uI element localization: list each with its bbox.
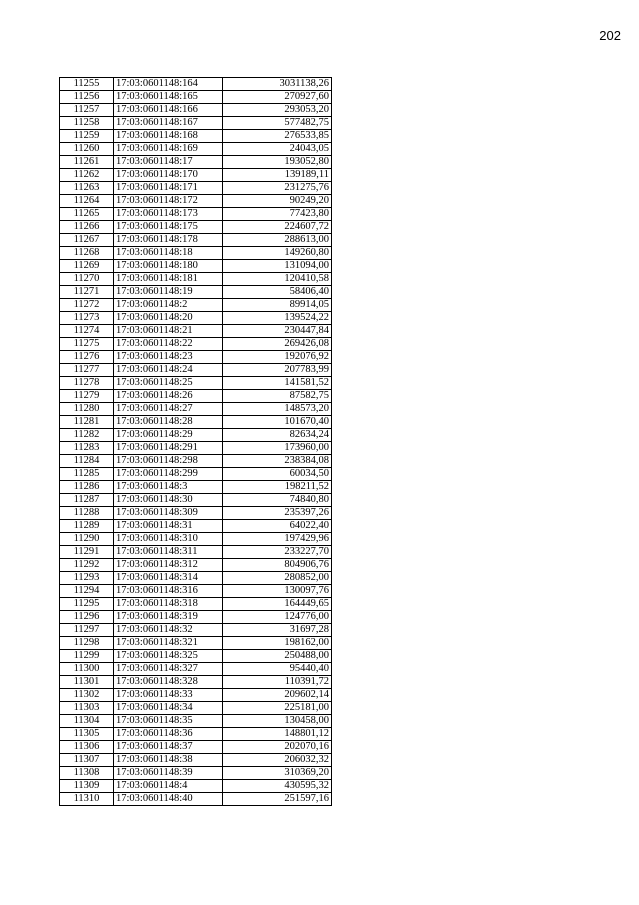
- row-number-cell: 11282: [60, 429, 114, 442]
- table-row: [60, 260, 332, 273]
- row-number-cell: 11272: [60, 299, 114, 312]
- row-number-cell: 11291: [60, 546, 114, 559]
- table-row: [60, 325, 332, 338]
- table-row: [60, 195, 332, 208]
- row-number-cell: 11300: [60, 663, 114, 676]
- table-row: [60, 351, 332, 364]
- table-row: [60, 312, 332, 325]
- table-row: [60, 221, 332, 234]
- row-number-cell: 11278: [60, 377, 114, 390]
- value-cell: 202070,16: [223, 741, 332, 754]
- cadastral-number-cell: 17:03:0601148:170: [114, 169, 223, 182]
- row-number-cell: 11280: [60, 403, 114, 416]
- table-row: [60, 572, 332, 585]
- row-number-cell: 11286: [60, 481, 114, 494]
- table-row: [60, 676, 332, 689]
- table-row: [60, 299, 332, 312]
- row-number-cell: 11287: [60, 494, 114, 507]
- value-cell: 288613,00: [223, 234, 332, 247]
- row-number-cell: 11264: [60, 195, 114, 208]
- table-row: [60, 143, 332, 156]
- value-cell: 804906,76: [223, 559, 332, 572]
- value-cell: 130458,00: [223, 715, 332, 728]
- table-row: [60, 78, 332, 91]
- table-row: [60, 468, 332, 481]
- table-row: [60, 416, 332, 429]
- table-row: [60, 494, 332, 507]
- value-cell: 74840,80: [223, 494, 332, 507]
- table-row: [60, 715, 332, 728]
- value-cell: 251597,16: [223, 793, 332, 806]
- value-cell: 276533,85: [223, 130, 332, 143]
- row-number-cell: 11292: [60, 559, 114, 572]
- cadastral-number-cell: 17:03:0601148:25: [114, 377, 223, 390]
- table-row: [60, 702, 332, 715]
- value-cell: 310369,20: [223, 767, 332, 780]
- cadastral-number-cell: 17:03:0601148:172: [114, 195, 223, 208]
- table-row: [60, 91, 332, 104]
- cadastral-number-cell: 17:03:0601148:30: [114, 494, 223, 507]
- row-number-cell: 11301: [60, 676, 114, 689]
- table-row: [60, 247, 332, 260]
- value-cell: 198162,00: [223, 637, 332, 650]
- value-cell: 269426,08: [223, 338, 332, 351]
- cadastral-number-cell: 17:03:0601148:316: [114, 585, 223, 598]
- cadastral-number-cell: 17:03:0601148:311: [114, 546, 223, 559]
- row-number-cell: 11284: [60, 455, 114, 468]
- row-number-cell: 11308: [60, 767, 114, 780]
- value-cell: 64022,40: [223, 520, 332, 533]
- value-cell: 235397,26: [223, 507, 332, 520]
- table-row: [60, 364, 332, 377]
- table-row: [60, 234, 332, 247]
- cadastral-number-cell: 17:03:0601148:310: [114, 533, 223, 546]
- row-number-cell: 11274: [60, 325, 114, 338]
- cadastral-value-table: [59, 77, 332, 806]
- row-number-cell: 11285: [60, 468, 114, 481]
- cadastral-number-cell: 17:03:0601148:319: [114, 611, 223, 624]
- table-row: [60, 429, 332, 442]
- row-number-cell: 11288: [60, 507, 114, 520]
- row-number-cell: 11260: [60, 143, 114, 156]
- table-row: [60, 390, 332, 403]
- cadastral-number-cell: 17:03:0601148:35: [114, 715, 223, 728]
- cadastral-number-cell: 17:03:0601148:31: [114, 520, 223, 533]
- cadastral-number-cell: 17:03:0601148:173: [114, 208, 223, 221]
- cadastral-number-cell: 17:03:0601148:21: [114, 325, 223, 338]
- row-number-cell: 11271: [60, 286, 114, 299]
- cadastral-number-cell: 17:03:0601148:23: [114, 351, 223, 364]
- cadastral-number-cell: 17:03:0601148:37: [114, 741, 223, 754]
- cadastral-number-cell: 17:03:0601148:309: [114, 507, 223, 520]
- cadastral-number-cell: 17:03:0601148:171: [114, 182, 223, 195]
- cadastral-number-cell: 17:03:0601148:165: [114, 91, 223, 104]
- table-row: [60, 611, 332, 624]
- row-number-cell: 11310: [60, 793, 114, 806]
- cadastral-number-cell: 17:03:0601148:27: [114, 403, 223, 416]
- value-cell: 230447,84: [223, 325, 332, 338]
- cadastral-number-cell: 17:03:0601148:4: [114, 780, 223, 793]
- row-number-cell: 11266: [60, 221, 114, 234]
- value-cell: 238384,08: [223, 455, 332, 468]
- row-number-cell: 11279: [60, 390, 114, 403]
- value-cell: 193052,80: [223, 156, 332, 169]
- row-number-cell: 11261: [60, 156, 114, 169]
- value-cell: 197429,96: [223, 533, 332, 546]
- cadastral-number-cell: 17:03:0601148:29: [114, 429, 223, 442]
- table-row: [60, 689, 332, 702]
- cadastral-number-cell: 17:03:0601148:28: [114, 416, 223, 429]
- cadastral-number-cell: 17:03:0601148:40: [114, 793, 223, 806]
- cadastral-number-cell: 17:03:0601148:167: [114, 117, 223, 130]
- table-row: [60, 546, 332, 559]
- cadastral-number-cell: 17:03:0601148:321: [114, 637, 223, 650]
- row-number-cell: 11307: [60, 754, 114, 767]
- row-number-cell: 11265: [60, 208, 114, 221]
- value-cell: 120410,58: [223, 273, 332, 286]
- table-body: [60, 78, 332, 806]
- cadastral-number-cell: 17:03:0601148:175: [114, 221, 223, 234]
- value-cell: 131094,00: [223, 260, 332, 273]
- cadastral-number-cell: 17:03:0601148:327: [114, 663, 223, 676]
- cadastral-number-cell: 17:03:0601148:314: [114, 572, 223, 585]
- value-cell: 82634,24: [223, 429, 332, 442]
- row-number-cell: 11263: [60, 182, 114, 195]
- table-row: [60, 455, 332, 468]
- cadastral-number-cell: 17:03:0601148:169: [114, 143, 223, 156]
- row-number-cell: 11298: [60, 637, 114, 650]
- cadastral-number-cell: 17:03:0601148:298: [114, 455, 223, 468]
- table-row: [60, 403, 332, 416]
- table-row: [60, 286, 332, 299]
- cadastral-number-cell: 17:03:0601148:2: [114, 299, 223, 312]
- table-row: [60, 650, 332, 663]
- row-number-cell: 11290: [60, 533, 114, 546]
- table-row: [60, 273, 332, 286]
- cadastral-number-cell: 17:03:0601148:325: [114, 650, 223, 663]
- row-number-cell: 11305: [60, 728, 114, 741]
- value-cell: 3031138,26: [223, 78, 332, 91]
- value-cell: 89914,05: [223, 299, 332, 312]
- row-number-cell: 11302: [60, 689, 114, 702]
- row-number-cell: 11306: [60, 741, 114, 754]
- cadastral-number-cell: 17:03:0601148:181: [114, 273, 223, 286]
- cadastral-number-cell: 17:03:0601148:33: [114, 689, 223, 702]
- cadastral-number-cell: 17:03:0601148:291: [114, 442, 223, 455]
- row-number-cell: 11255: [60, 78, 114, 91]
- value-cell: 231275,76: [223, 182, 332, 195]
- value-cell: 110391,72: [223, 676, 332, 689]
- table-row: [60, 182, 332, 195]
- value-cell: 206032,32: [223, 754, 332, 767]
- table-row: [60, 663, 332, 676]
- cadastral-number-cell: 17:03:0601148:318: [114, 598, 223, 611]
- row-number-cell: 11281: [60, 416, 114, 429]
- row-number-cell: 11294: [60, 585, 114, 598]
- row-number-cell: 11258: [60, 117, 114, 130]
- value-cell: 430595,32: [223, 780, 332, 793]
- table-row: [60, 117, 332, 130]
- cadastral-number-cell: 17:03:0601148:22: [114, 338, 223, 351]
- row-number-cell: 11267: [60, 234, 114, 247]
- value-cell: 192076,92: [223, 351, 332, 364]
- row-number-cell: 11257: [60, 104, 114, 117]
- table-row: [60, 377, 332, 390]
- value-cell: 95440,40: [223, 663, 332, 676]
- page-number: 202: [599, 28, 621, 43]
- value-cell: 233227,70: [223, 546, 332, 559]
- value-cell: 31697,28: [223, 624, 332, 637]
- table-row: [60, 156, 332, 169]
- cadastral-number-cell: 17:03:0601148:39: [114, 767, 223, 780]
- value-cell: 280852,00: [223, 572, 332, 585]
- table-row: [60, 624, 332, 637]
- row-number-cell: 11296: [60, 611, 114, 624]
- value-cell: 148801,12: [223, 728, 332, 741]
- cadastral-number-cell: 17:03:0601148:20: [114, 312, 223, 325]
- table-row: [60, 507, 332, 520]
- table-row: [60, 130, 332, 143]
- table-row: [60, 533, 332, 546]
- value-cell: 60034,50: [223, 468, 332, 481]
- table-row: [60, 767, 332, 780]
- value-cell: 164449,65: [223, 598, 332, 611]
- value-cell: 577482,75: [223, 117, 332, 130]
- row-number-cell: 11304: [60, 715, 114, 728]
- value-cell: 225181,00: [223, 702, 332, 715]
- row-number-cell: 11299: [60, 650, 114, 663]
- value-cell: 148573,20: [223, 403, 332, 416]
- cadastral-number-cell: 17:03:0601148:3: [114, 481, 223, 494]
- table-row: [60, 481, 332, 494]
- row-number-cell: 11289: [60, 520, 114, 533]
- cadastral-number-cell: 17:03:0601148:18: [114, 247, 223, 260]
- row-number-cell: 11295: [60, 598, 114, 611]
- table-row: [60, 598, 332, 611]
- value-cell: 224607,72: [223, 221, 332, 234]
- value-cell: 90249,20: [223, 195, 332, 208]
- value-cell: 101670,40: [223, 416, 332, 429]
- row-number-cell: 11262: [60, 169, 114, 182]
- value-cell: 124776,00: [223, 611, 332, 624]
- value-cell: 173960,00: [223, 442, 332, 455]
- row-number-cell: 11256: [60, 91, 114, 104]
- row-number-cell: 11273: [60, 312, 114, 325]
- table-row: [60, 559, 332, 572]
- cadastral-number-cell: 17:03:0601148:166: [114, 104, 223, 117]
- row-number-cell: 11303: [60, 702, 114, 715]
- row-number-cell: 11283: [60, 442, 114, 455]
- table-row: [60, 104, 332, 117]
- value-cell: 24043,05: [223, 143, 332, 156]
- cadastral-number-cell: 17:03:0601148:32: [114, 624, 223, 637]
- row-number-cell: 11293: [60, 572, 114, 585]
- row-number-cell: 11276: [60, 351, 114, 364]
- value-cell: 139189,11: [223, 169, 332, 182]
- value-cell: 207783,99: [223, 364, 332, 377]
- cadastral-number-cell: 17:03:0601148:36: [114, 728, 223, 741]
- table-row: [60, 442, 332, 455]
- cadastral-number-cell: 17:03:0601148:178: [114, 234, 223, 247]
- value-cell: 139524,22: [223, 312, 332, 325]
- table-row: [60, 208, 332, 221]
- cadastral-number-cell: 17:03:0601148:24: [114, 364, 223, 377]
- value-cell: 130097,76: [223, 585, 332, 598]
- row-number-cell: 11277: [60, 364, 114, 377]
- cadastral-number-cell: 17:03:0601148:299: [114, 468, 223, 481]
- value-cell: 77423,80: [223, 208, 332, 221]
- value-cell: 58406,40: [223, 286, 332, 299]
- table-row: [60, 637, 332, 650]
- table-row: [60, 754, 332, 767]
- cadastral-number-cell: 17:03:0601148:180: [114, 260, 223, 273]
- cadastral-number-cell: 17:03:0601148:38: [114, 754, 223, 767]
- row-number-cell: 11259: [60, 130, 114, 143]
- table-row: [60, 520, 332, 533]
- table-row: [60, 793, 332, 806]
- table-row: [60, 728, 332, 741]
- cadastral-number-cell: 17:03:0601148:328: [114, 676, 223, 689]
- value-cell: 149260,80: [223, 247, 332, 260]
- row-number-cell: 11268: [60, 247, 114, 260]
- table-row: [60, 585, 332, 598]
- cadastral-number-cell: 17:03:0601148:312: [114, 559, 223, 572]
- value-cell: 209602,14: [223, 689, 332, 702]
- value-cell: 270927,60: [223, 91, 332, 104]
- table-row: [60, 780, 332, 793]
- row-number-cell: 11297: [60, 624, 114, 637]
- row-number-cell: 11269: [60, 260, 114, 273]
- cadastral-number-cell: 17:03:0601148:164: [114, 78, 223, 91]
- table-row: [60, 741, 332, 754]
- row-number-cell: 11270: [60, 273, 114, 286]
- value-cell: 141581,52: [223, 377, 332, 390]
- row-number-cell: 11275: [60, 338, 114, 351]
- cadastral-number-cell: 17:03:0601148:19: [114, 286, 223, 299]
- cadastral-number-cell: 17:03:0601148:17: [114, 156, 223, 169]
- value-cell: 293053,20: [223, 104, 332, 117]
- cadastral-number-cell: 17:03:0601148:34: [114, 702, 223, 715]
- cadastral-number-cell: 17:03:0601148:168: [114, 130, 223, 143]
- table-row: [60, 338, 332, 351]
- table-row: [60, 169, 332, 182]
- cadastral-number-cell: 17:03:0601148:26: [114, 390, 223, 403]
- value-cell: 250488,00: [223, 650, 332, 663]
- value-cell: 198211,52: [223, 481, 332, 494]
- row-number-cell: 11309: [60, 780, 114, 793]
- value-cell: 87582,75: [223, 390, 332, 403]
